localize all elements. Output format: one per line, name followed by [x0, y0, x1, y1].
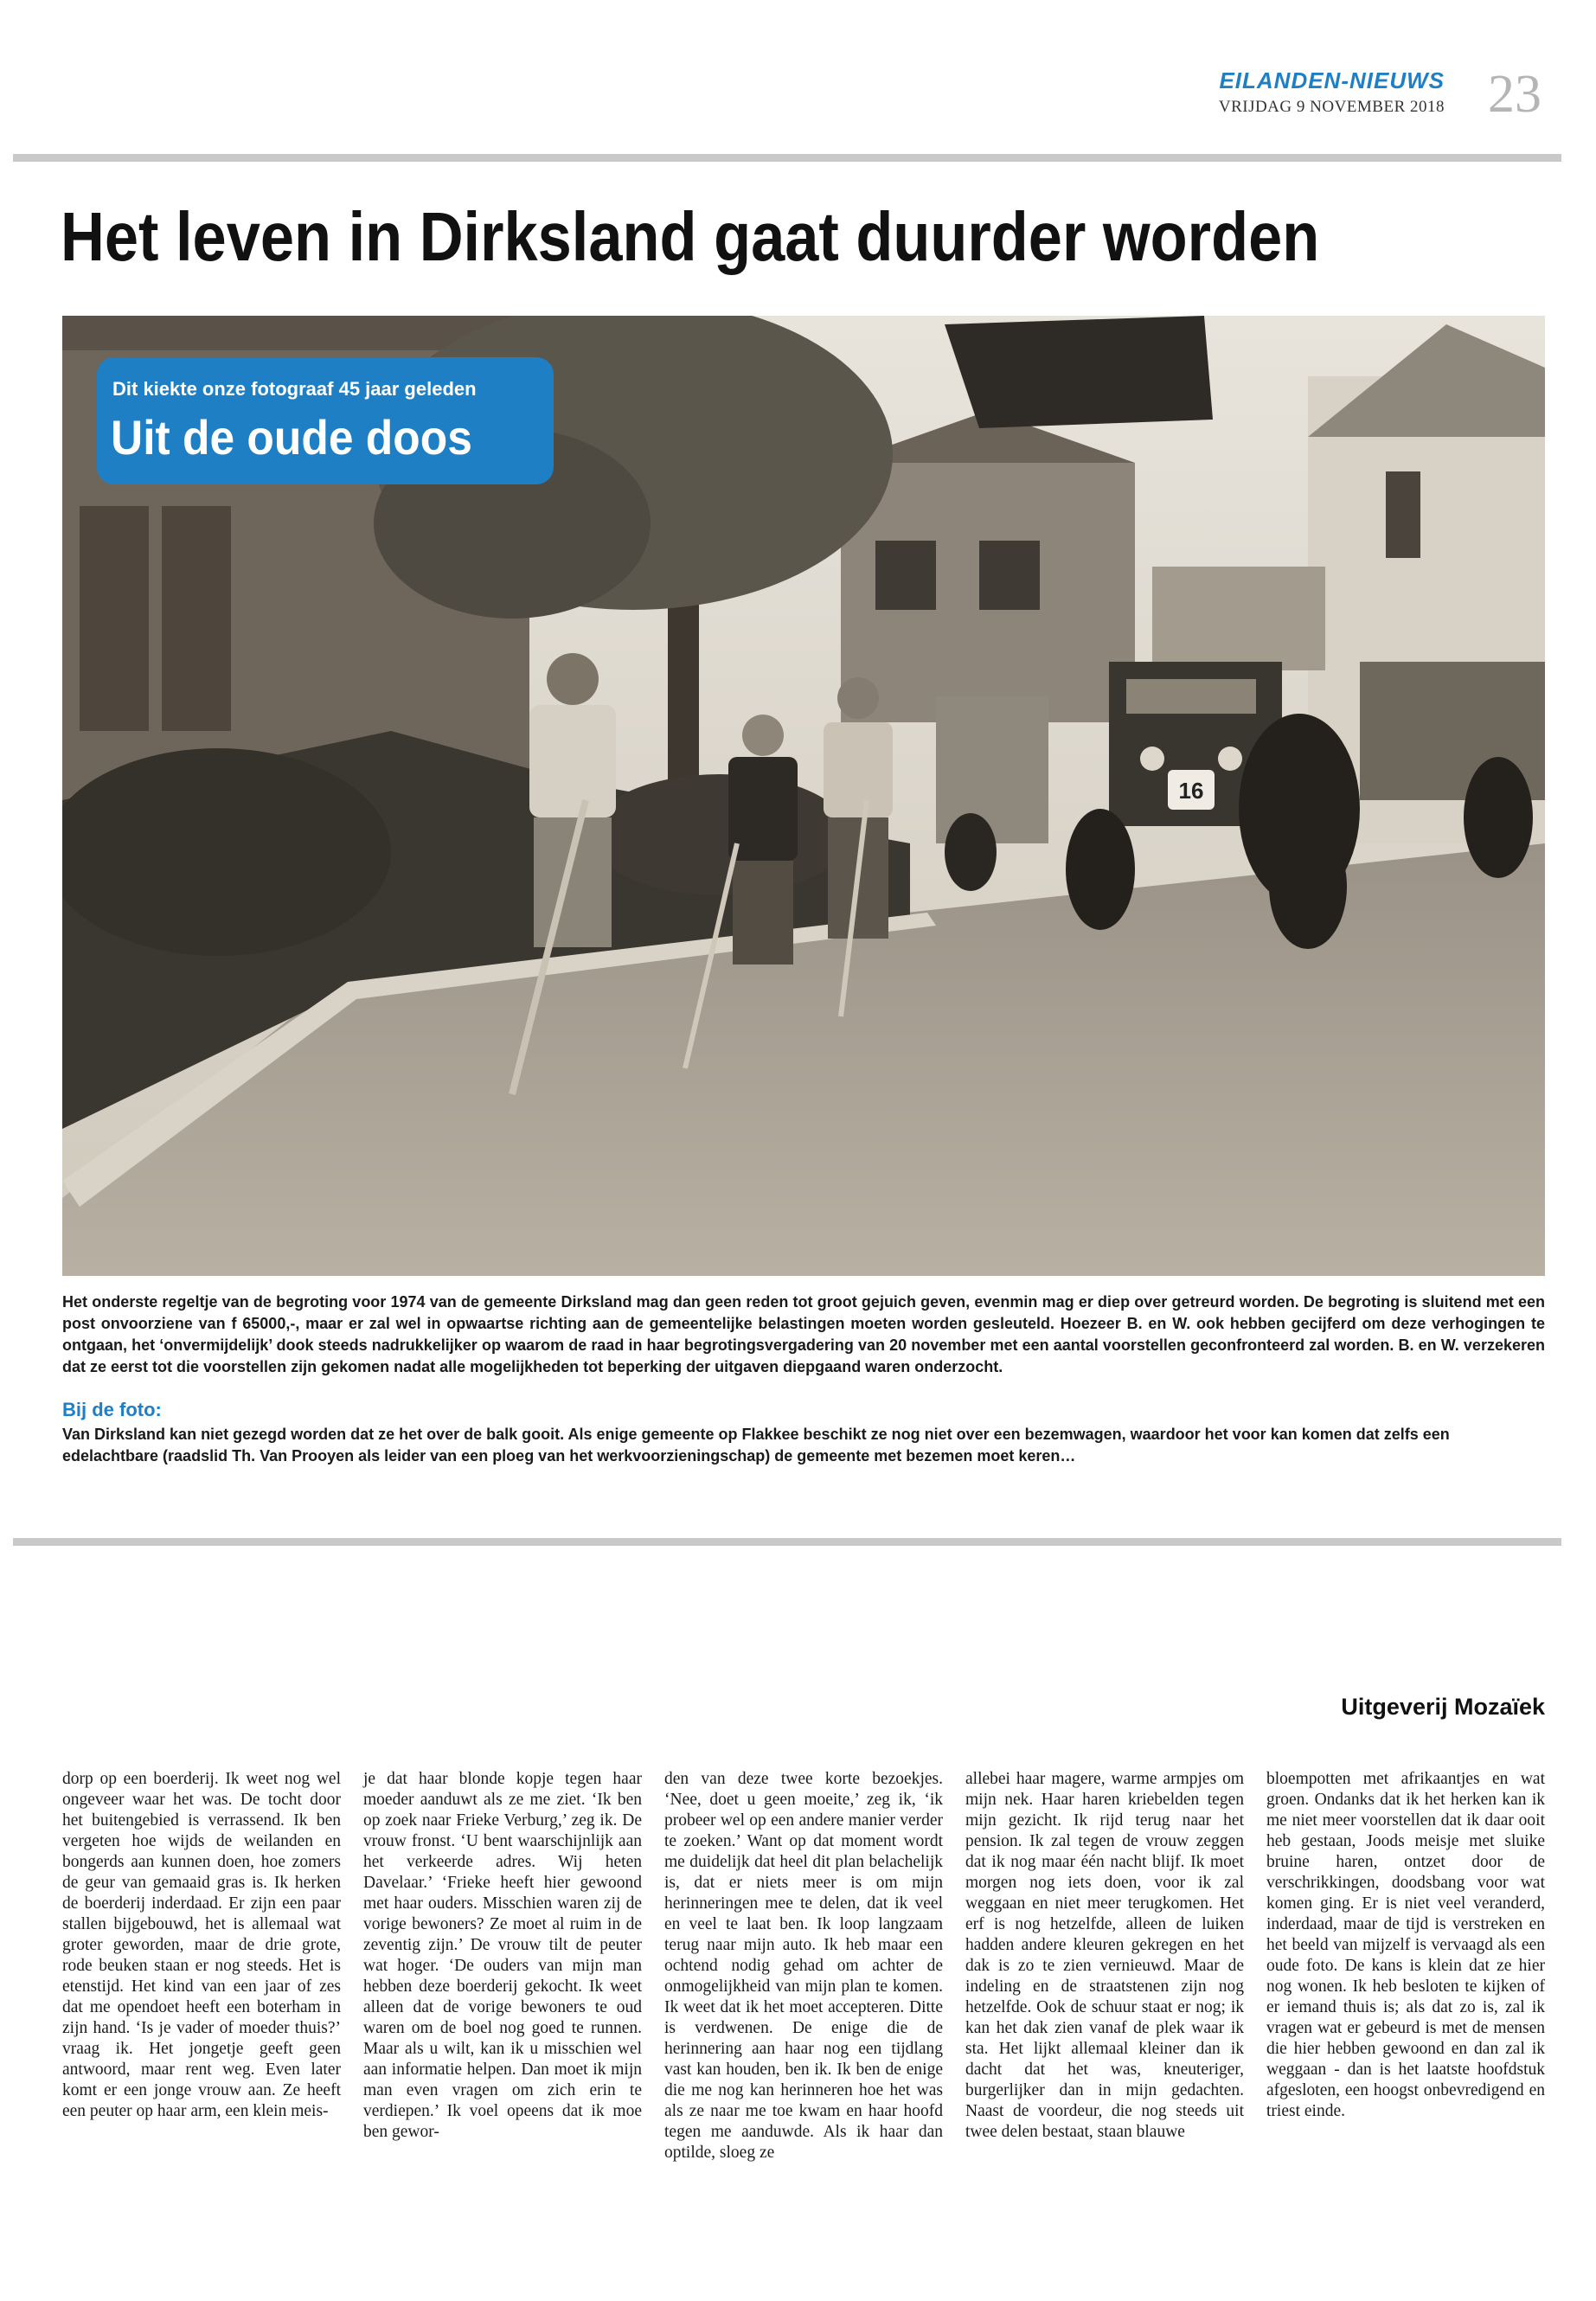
truck	[936, 696, 1048, 843]
serial-story	[62, 1769, 1545, 2163]
section-rule	[13, 1538, 1561, 1546]
brand-logo: EILANDEN-NIEUWS	[1219, 67, 1445, 93]
masthead	[1038, 67, 1445, 117]
story-column-text: bloempotten met afrikaantjes en wat groen. Ondanks dat ik het herken kan ik me niet meer voorstellen dat ik daar ooit heb gestaan, Joods meisje met sluike bruine haren, ontzet door de verschrikkingen, doodsbang voor wat komen ging. Er is niet veel veranderd, inderdaad, maar de tijd is verstreken en het beeld van mijzelf is vervaagd als een oude foto. De kans is klein dat ze hier nog wonen. Ik heb besloten te kijken of er iemand thuis is; als dat zo is, zal ik vragen wat er gebeurd is met de mensen die hier hebben gewoond en dan zal ik weggaan - dan is het laatste hoofdstuk afgesloten, een hoogst onbevredigend en triest einde.	[1266, 1770, 1545, 2120]
story-column-text: allebei haar magere, warme armpjes om mijn nek. Haar haren kriebelden tegen mijn gezicht. Ik rijd terug naar het pension. Ik zal tegen de vrouw zeggen dat ik nog maar één nacht blijf. Ik moet morgen nog iets doen, voor ik zal weggaan en niet meer terugkomen. Het erf is nog hetzelfde, alleen de luiken hadden andere kleuren gekregen en het dak is zo te zien vernieuwd. Maar de indeling en de straatstenen zijn nog hetzelfde. Ook de schuur staat er nog; ik kan het dak zien vanaf de plek waar ik sta. Het lijkt allemaal kleiner dan ik dacht dat het was, kneuteriger, burgerlijker dan in mijn gedachten. Naast de voordeur, die nog steeds uit twee delen bestaat, staan blauwe	[965, 1770, 1244, 2141]
story-column-text: je dat haar blonde kopje tegen haar moeder aanduwt als ze me ziet. ‘Ik ben op zoek naar Frieke Verburg,’ zeg ik. De vrouw fronst. ‘U bent waarschijnlijk aan het verkeerde adres. Wij heten Davelaar.’ ‘Frieke heeft hier gewoond met haar ouders. Misschien waren zij de vorige bewoners? Ze moet al ruim in de zeventig zijn.’ De vrouw tilt de peuter wat hoger. ‘De ouders van mijn man hebben deze boerderij gekocht. Ik weet alleen dat de vorige bewoners te oud waren om de boel nog goed te runnen. Maar als u wilt, kan ik u misschien wel aan informatie helpen. Dan moet ik mijn man even vragen om zich erin te verdiepen.’ Ik voel opeens dat ik moe ben gewor-	[363, 1770, 642, 2141]
story-column-text: den van deze twee korte bezoekjes. ‘Nee, doet u geen moeite,’ zeg ik, ‘ik probeer wel op een andere manier verder te zoeken.’ Want op dat moment wordt me duidelijk dat heel dit plan belachelijk is, dat er niets meer is om mijn herinneringen mee te delen, dat ik veel en veel te laat ben. Ik loop langzaam terug naar mijn auto. Ik heb maar een ochtend nodig gehad om achter de onmogelijkheid van mijn plan te komen. Ik weet dat ik het moet accepteren. Ditte is verdwenen. De enige die de herinnering aan haar nog een tijdlang vast kan houden, ben ik. Ik ben de enige die me nog kan herinneren hoe het was als ze naar me toe kwam en haar hoofd tegen me aanduwde. Als ik haar dan optilde, sloeg ze	[664, 1770, 943, 2162]
tractor-plate: 16	[1178, 778, 1204, 804]
badge-title: Uit de oude doos	[111, 410, 472, 465]
page-number: 23	[1488, 65, 1542, 124]
photo-caption-heading: Bij de foto:	[62, 1399, 162, 1420]
photo-caption: Van Dirksland kan niet gezegd worden dat ze het over de balk gooit. Als enige gemeente op Flakkee beschikt ze nog niet over een bezemwagen, waardoor het voor kan komen dat zelfs een edelachtbare (raadslid Th. Van Prooyen als leider van een ploeg van het werkvoorzieningschap) de gemeente met bezemen moet keren…	[62, 1426, 1450, 1465]
top-rule	[13, 154, 1561, 162]
headline: Het leven in Dirksland gaat duurder worden	[61, 198, 1320, 275]
badge-kicker: Dit kiekte onze fotograaf 45 jaar geleden	[112, 378, 477, 400]
photo-badge	[97, 357, 554, 484]
story-column	[1266, 1769, 1545, 2163]
story-column	[965, 1769, 1244, 2163]
story-column	[363, 1769, 642, 2163]
publisher-credit: Uitgeverij Mozaïek	[1341, 1694, 1545, 1720]
story-column-text: dorp op een boerderij. Ik weet nog wel ongeveer waar het was. De tocht door het buitengebied is verrassend. Ik ben vergeten hoe wijds de weilanden en bongerds aan kunnen doen, hoe zomers de geur van gemaaid gras is. Ik herken de boerderij inderdaad. Er zijn een paar stallen bijgebouwd, het is allemaal wat groter geworden, maar de drie grote, rode beuken staan er nog steeds. Het is etenstijd. Het kind van een jaar of zes dat me opendoet heeft een boterham in zijn hand. ‘Is je vader of moeder thuis?’ vraag ik. Het jongetje geeft geen antwoord, maar rent weg. Even later komt er een jonge vrouw aan. Ze heeft een peuter op haar arm, een klein meis-	[62, 1770, 341, 2120]
story-column	[664, 1769, 943, 2163]
article-intro: Het onderste regeltje van de begroting voor 1974 van de gemeente Dirksland mag dan geen reden tot groot gejuich geven, evenmin mag er diep over getreurd worden. De begroting is sluitend met een post onvoorziene van f 65000,-, maar er zal wel in opwaartse richting aan de gemeentelijke belastingen moeten worden gesleuteld. Hoezeer B. en W. ook hebben gecijferd om deze verhogingen te ontgaan, het ‘onvermijdelijk’ dook steeds nadrukkelijker op waarom de raad in haar begrotingsvergadering van 20 november met een aantal voorstellen geconfronteerd zal worden. B. en W. verzekeren dat ze eerst tot die voorstellen zijn gekomen nadat alle mogelijkheden tot beperking der uitgaven diepgaand waren onderzocht.	[62, 1293, 1545, 1375]
archive-photo	[62, 316, 1545, 1276]
issue-date: VRIJDAG 9 NOVEMBER 2018	[1218, 98, 1445, 116]
story-column	[62, 1769, 341, 2163]
